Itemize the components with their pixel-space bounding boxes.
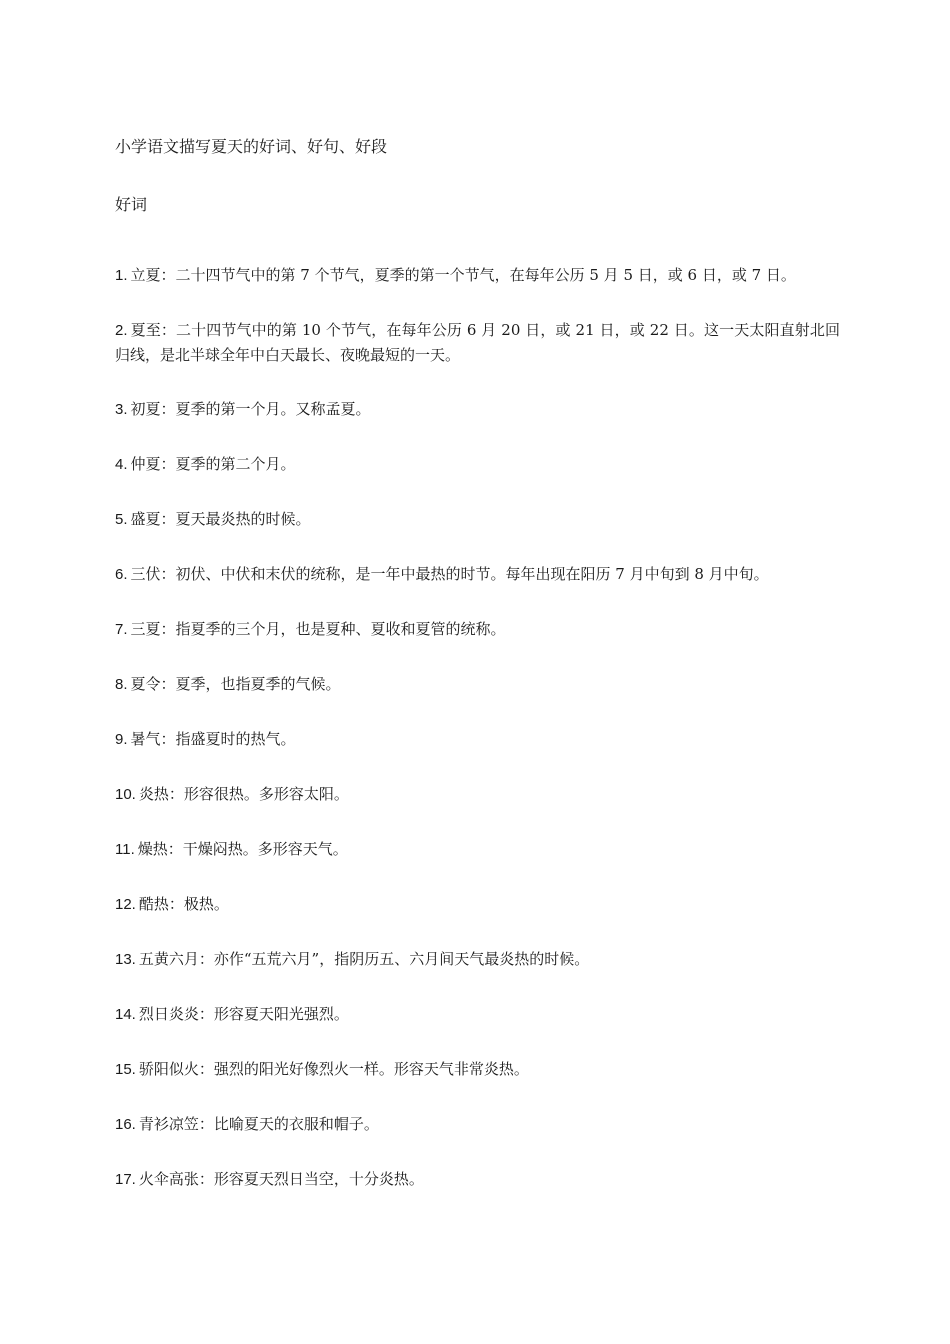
section-heading: 好词: [115, 195, 148, 214]
item-number: 5.: [115, 511, 128, 528]
item-number: 1.: [115, 267, 128, 284]
list-item: [115, 1167, 840, 1192]
item-number: 8.: [115, 676, 128, 693]
item-text: 三夏：指夏季的三个月，也是夏种、夏收和夏管的统称。: [130, 620, 506, 638]
item-number: 6.: [115, 566, 128, 583]
item-text: 暑气：指盛夏时的热气。: [130, 730, 296, 748]
item-text: 青衫凉笠：比喻夏天的衣服和帽子。: [138, 1115, 379, 1133]
item-number: 2.: [115, 322, 128, 339]
item-number: 9.: [115, 731, 128, 748]
item-text: 夏令：夏季，也指夏季的气候。: [130, 675, 341, 693]
item-text: 酷热：极热。: [138, 895, 229, 913]
item-number: 15.: [115, 1061, 136, 1078]
list-item: [115, 617, 840, 642]
item-number: 16.: [115, 1116, 136, 1133]
document-title: 小学语文描写夏天的好词、好句、好段: [115, 137, 388, 156]
item-number: 13.: [115, 951, 136, 968]
item-text: 燥热：干燥闷热。多形容天气。: [137, 840, 348, 858]
item-number: 11.: [115, 841, 135, 858]
item-text: 夏至：二十四节气中的第 10 个节气，在每年公历 6 月 20 日，或 21 日，或 22 日。这一天太阳直射北回归线，是北半球全年中白天最长、夜晚最短的一天。: [115, 321, 840, 364]
item-text: 炎热：形容很热。多形容太阳。: [138, 785, 349, 803]
item-text: 仲夏：夏季的第二个月。: [130, 455, 296, 473]
item-text: 骄阳似火：强烈的阳光好像烈火一样。形容天气非常炎热。: [138, 1060, 529, 1078]
list-item: [115, 672, 840, 697]
item-number: 4.: [115, 456, 128, 473]
item-text: 初夏：夏季的第一个月。又称孟夏。: [130, 400, 371, 418]
list-item: [115, 727, 840, 752]
list-item: [115, 837, 840, 862]
item-text: 盛夏：夏天最炎热的时候。: [130, 510, 311, 528]
item-number: 12.: [115, 896, 136, 913]
item-number: 14.: [115, 1006, 136, 1023]
item-text: 三伏：初伏、中伏和末伏的统称，是一年中最热的时节。每年出现在阳历 7 月中旬到 8 月中旬。: [130, 565, 769, 583]
item-text: 烈日炎炎：形容夏天阳光强烈。: [138, 1005, 349, 1023]
list-item: [115, 1057, 840, 1082]
list-item: [115, 452, 840, 477]
list-item: [115, 1112, 840, 1137]
list-item: [115, 507, 840, 532]
item-number: 7.: [115, 621, 128, 638]
item-number: 17.: [115, 1171, 136, 1188]
item-text: 五黄六月：亦作“五荒六月”，指阴历五、六月间天气最炎热的时候。: [138, 950, 590, 968]
list-item: [115, 318, 840, 367]
item-text: 火伞高张：形容夏天烈日当空，十分炎热。: [138, 1170, 424, 1188]
item-number: 10.: [115, 786, 136, 803]
item-text: 立夏：二十四节气中的第 7 个节气，夏季的第一个节气，在每年公历 5 月 5 日，或 6 日，或 7 日。: [130, 266, 796, 284]
list-item: [115, 782, 840, 807]
list-item: [115, 947, 840, 972]
entry-list: [115, 263, 840, 1192]
list-item: [115, 892, 840, 917]
list-item: [115, 397, 840, 422]
list-item: [115, 562, 840, 587]
list-item: [115, 1002, 840, 1027]
document-page: [115, 135, 840, 1222]
item-number: 3.: [115, 401, 128, 418]
list-item: [115, 263, 840, 288]
